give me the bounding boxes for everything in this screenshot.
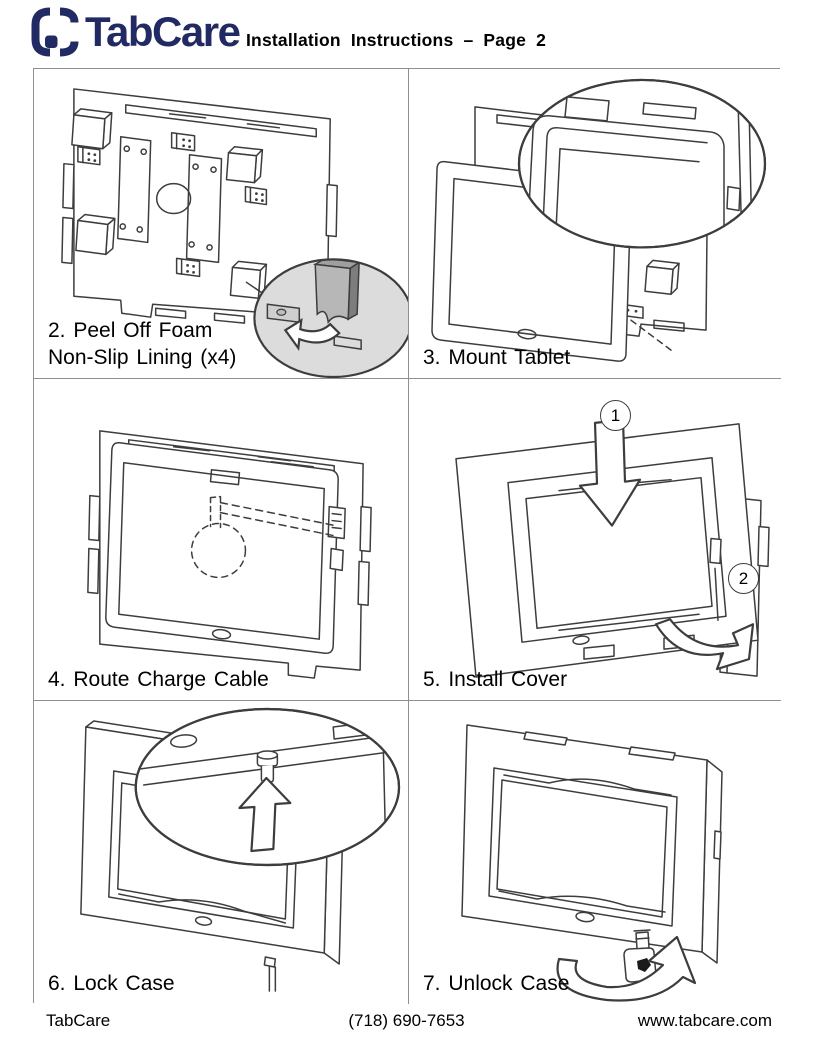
page-footer [33, 1011, 780, 1035]
panel-caption: 5. Install Cover [423, 668, 568, 691]
panel-caption: 3. Mount Tablet [423, 346, 571, 369]
footer-phone: (718) 690-7653 [348, 1011, 465, 1030]
callout-step-1: 1 [600, 400, 631, 431]
install-cover-illustration [409, 379, 781, 700]
brand-name: TabCare [85, 8, 240, 55]
panel-caption: 6. Lock Case [48, 972, 175, 995]
page-title: Installation Instructions – Page 2 [246, 30, 547, 50]
brand-logo [29, 7, 239, 57]
instruction-grid [33, 68, 780, 1003]
panel-lock-case [34, 701, 409, 1004]
unlock-case-illustration [409, 701, 781, 1004]
callout-step-2: 2 [728, 563, 759, 594]
panel-peel-foam [34, 69, 409, 379]
panel-caption: 4. Route Charge Cable [48, 668, 269, 691]
route-cable-illustration [34, 379, 408, 700]
tabcare-logo-icon [29, 7, 81, 57]
lock-case-illustration [34, 701, 408, 1004]
panel-caption: 7. Unlock Case [423, 972, 570, 995]
panel-caption: 2. Peel Off Foam Non-Slip Lining (x4) [48, 319, 237, 369]
footer-company: TabCare [46, 1011, 111, 1030]
panel-mount-tablet [409, 69, 781, 379]
footer-website: www.tabcare.com [637, 1011, 772, 1030]
mount-tablet-illustration [409, 69, 781, 378]
panel-route-cable [34, 379, 409, 701]
panel-unlock-case [409, 701, 781, 1004]
panel-install-cover [409, 379, 781, 701]
